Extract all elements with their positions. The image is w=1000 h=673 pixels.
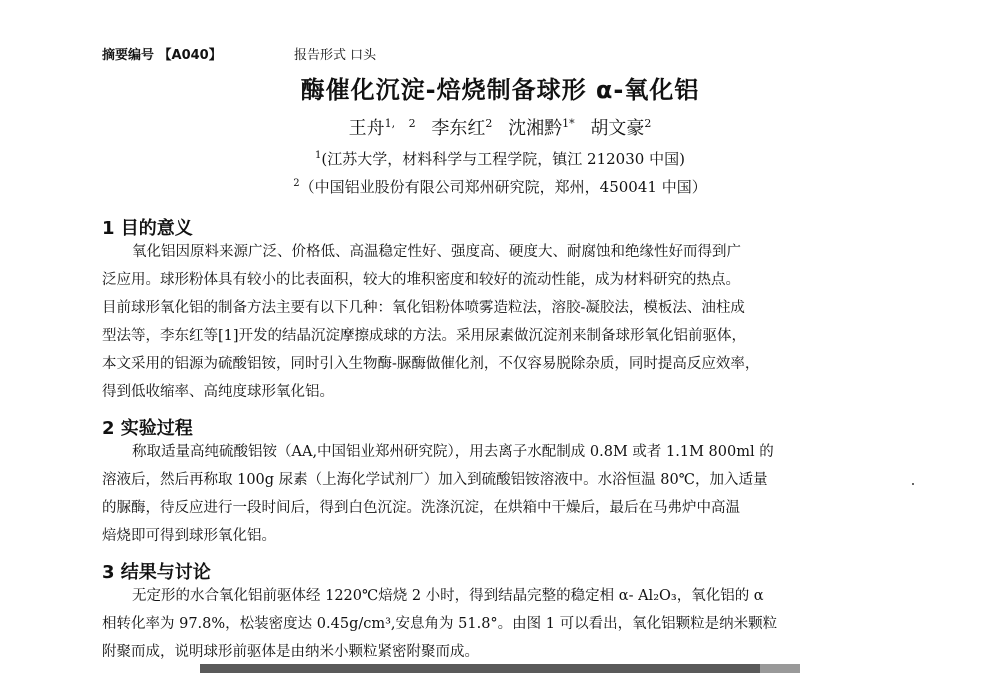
text-line: 无定形的水合氧化铝前驱体经 1220℃焙烧 2 小时，得到结晶完整的稳定相 α- Al₂O₃，氧化铝的 α xyxy=(132,588,764,604)
affiliation: $^1$(江苏大学，材料科学与工程学院，镇江 212030 中国) xyxy=(315,150,685,168)
text-line: 泛应用。球形粉体具有较小的比表面积，较大的堆积密度和较好的流动性能，成为材料研究的热点。 xyxy=(102,272,740,288)
section-body xyxy=(102,238,896,406)
affiliation: $^2$（中国铝业股份有限公司郑州研究院，郑州，450041 中国） xyxy=(293,178,707,196)
author: 沈湘黔$^{1*}$ xyxy=(508,117,575,139)
text-line: 得到低收缩率、高纯度球形氧化铝。 xyxy=(102,384,334,400)
section-heading: 3 结果与讨论 xyxy=(102,562,211,583)
scan-speck xyxy=(912,483,914,485)
text-line: 溶液后，然后再称取 100g 尿素（上海化学试剂厂）加入到硫酸铝铵溶液中。水浴恒温 80℃，加入适量 xyxy=(102,472,768,488)
author-list xyxy=(0,114,1000,140)
text-line: 目前球形氧化铝的制备方法主要有以下几种：氧化铝粉体喷雾造粒法，溶胶-凝胶法，模板法、油柱成 xyxy=(102,300,745,316)
figure-top-edge xyxy=(200,664,800,673)
text-line: 称取适量高纯硫酸铝铵（AA,中国铝业郑州研究院），用去离子水配制成 0.8M 或者 1.1M 800ml 的 xyxy=(132,444,774,460)
author: 胡文豪$^2$ xyxy=(590,117,652,139)
paper-title: 酶催化沉淀-焙烧制备球形 α-氧化铝 xyxy=(300,76,700,104)
text-line: 的脲酶，待反应进行一段时间后，得到白色沉淀。洗涤沉淀，在烘箱中干燥后，最后在马弗炉中高温 xyxy=(102,500,740,516)
section-heading: 1 目的意义 xyxy=(102,218,193,239)
text-line: 焙烧即可得到球形氧化铝。 xyxy=(102,528,276,544)
section-heading: 2 实验过程 xyxy=(102,418,193,439)
text-line: 氧化铝因原料来源广泛、价格低、高温稳定性好、强度高、硬度大、耐腐蚀和绝缘性好而得到广 xyxy=(132,244,741,260)
author: 王舟$^{1, 2}$ xyxy=(348,117,416,139)
text-line: 附聚而成，说明球形前驱体是由纳米小颗粒紧密附聚而成。 xyxy=(102,644,479,660)
text-line: 本文采用的铝源为硫酸铝铵，同时引入生物酶-脲酶做催化剂，不仅容易脱除杂质，同时提高反应效率， xyxy=(102,356,760,372)
section-body xyxy=(102,582,896,666)
author: 李东红$^2$ xyxy=(431,117,493,139)
text-line: 相转化率为 97.8%，松装密度达 0.45g/cm³,安息角为 51.8°。由图 1 可以看出，氧化铝颗粒是纳米颗粒 xyxy=(102,616,778,632)
text-line: 型法等，李东红等[1]开发的结晶沉淀摩擦成球的方法。采用尿素做沉淀剂来制备球形氧化铝前驱体， xyxy=(102,328,747,344)
section-body xyxy=(102,438,896,550)
abstract-number: 摘要编号 【A040】 xyxy=(102,48,222,63)
report-form: 报告形式 口头 xyxy=(294,48,377,63)
